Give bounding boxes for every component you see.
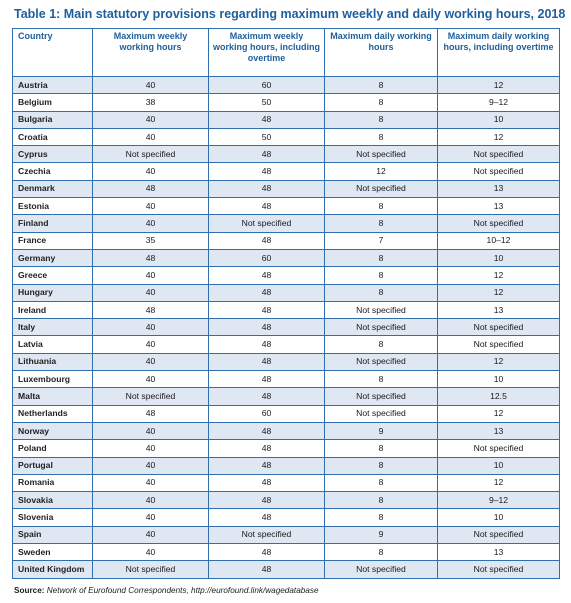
- cell-max-daily: 8: [325, 440, 438, 457]
- table-row: [13, 336, 560, 353]
- cell-max-daily-overtime: Not specified: [438, 440, 560, 457]
- cell-country: Malta: [13, 388, 93, 405]
- table-row: [13, 284, 560, 301]
- cell-country: Lithuania: [13, 353, 93, 370]
- cell-max-weekly-overtime: 48: [209, 198, 325, 215]
- table-row: [13, 319, 560, 336]
- cell-max-daily: 8: [325, 371, 438, 388]
- table-row: [13, 440, 560, 457]
- cell-max-weekly: 48: [93, 180, 209, 197]
- cell-max-daily-overtime: 12: [438, 77, 560, 94]
- cell-max-weekly: 40: [93, 215, 209, 232]
- cell-max-daily: Not specified: [325, 388, 438, 405]
- cell-max-daily-overtime: Not specified: [438, 336, 560, 353]
- cell-country: Italy: [13, 319, 93, 336]
- source-note: [14, 586, 319, 595]
- cell-max-daily: 7: [325, 232, 438, 249]
- cell-max-daily: 8: [325, 267, 438, 284]
- cell-max-weekly-overtime: 48: [209, 474, 325, 491]
- cell-country: Slovakia: [13, 492, 93, 509]
- cell-max-daily-overtime: 12: [438, 353, 560, 370]
- cell-max-daily: 8: [325, 128, 438, 145]
- cell-max-weekly: 40: [93, 111, 209, 128]
- table-row: [13, 128, 560, 145]
- cell-max-weekly: 40: [93, 198, 209, 215]
- cell-max-weekly-overtime: 48: [209, 163, 325, 180]
- header-max-daily-overtime: Maximum daily working hours, including overtime: [438, 29, 560, 77]
- cell-max-daily: 8: [325, 94, 438, 111]
- table-row: [13, 180, 560, 197]
- cell-max-weekly-overtime: 48: [209, 492, 325, 509]
- cell-max-daily-overtime: 10: [438, 249, 560, 266]
- cell-max-weekly-overtime: 48: [209, 336, 325, 353]
- table-row: [13, 232, 560, 249]
- cell-max-daily: 12: [325, 163, 438, 180]
- cell-country: Romania: [13, 474, 93, 491]
- cell-max-weekly-overtime: Not specified: [209, 215, 325, 232]
- table-row: [13, 509, 560, 526]
- cell-max-weekly: 40: [93, 492, 209, 509]
- cell-max-daily-overtime: 12: [438, 128, 560, 145]
- cell-max-weekly-overtime: 48: [209, 146, 325, 163]
- header-country: Country: [13, 29, 93, 77]
- cell-max-daily: 8: [325, 509, 438, 526]
- table-row: [13, 405, 560, 422]
- cell-max-daily: Not specified: [325, 301, 438, 318]
- table-row: [13, 215, 560, 232]
- cell-max-daily-overtime: 10: [438, 457, 560, 474]
- cell-country: France: [13, 232, 93, 249]
- cell-max-weekly: 35: [93, 232, 209, 249]
- cell-max-weekly-overtime: 48: [209, 267, 325, 284]
- cell-max-weekly-overtime: 48: [209, 388, 325, 405]
- cell-country: Sweden: [13, 544, 93, 561]
- cell-country: Cyprus: [13, 146, 93, 163]
- cell-max-daily: 8: [325, 111, 438, 128]
- cell-max-weekly: 48: [93, 405, 209, 422]
- cell-max-daily-overtime: 10: [438, 371, 560, 388]
- table-header-row: [13, 29, 560, 77]
- cell-max-weekly: 40: [93, 319, 209, 336]
- cell-max-daily: 8: [325, 249, 438, 266]
- cell-country: Denmark: [13, 180, 93, 197]
- table-row: [13, 111, 560, 128]
- cell-max-daily-overtime: 12: [438, 474, 560, 491]
- cell-max-daily: 8: [325, 457, 438, 474]
- cell-max-daily: 8: [325, 198, 438, 215]
- cell-country: United Kingdom: [13, 561, 93, 578]
- table-row: [13, 388, 560, 405]
- cell-max-daily-overtime: Not specified: [438, 146, 560, 163]
- cell-max-daily-overtime: Not specified: [438, 319, 560, 336]
- cell-country: Luxembourg: [13, 371, 93, 388]
- cell-max-weekly-overtime: 48: [209, 371, 325, 388]
- cell-max-daily-overtime: 13: [438, 180, 560, 197]
- cell-max-weekly-overtime: 48: [209, 440, 325, 457]
- source-label: Source:: [14, 586, 45, 595]
- cell-country: Croatia: [13, 128, 93, 145]
- cell-country: Finland: [13, 215, 93, 232]
- table-row: [13, 94, 560, 111]
- cell-max-daily: 8: [325, 77, 438, 94]
- cell-max-daily-overtime: 9–12: [438, 492, 560, 509]
- cell-max-weekly-overtime: 48: [209, 509, 325, 526]
- cell-max-daily-overtime: Not specified: [438, 561, 560, 578]
- cell-max-weekly: Not specified: [93, 388, 209, 405]
- cell-max-weekly: 40: [93, 474, 209, 491]
- cell-max-weekly-overtime: 60: [209, 405, 325, 422]
- cell-max-weekly: 40: [93, 77, 209, 94]
- cell-max-weekly: 40: [93, 336, 209, 353]
- cell-max-weekly: 40: [93, 526, 209, 543]
- cell-max-daily: Not specified: [325, 561, 438, 578]
- cell-max-weekly: 40: [93, 544, 209, 561]
- table-row: [13, 249, 560, 266]
- cell-max-weekly-overtime: 60: [209, 249, 325, 266]
- cell-country: Spain: [13, 526, 93, 543]
- table-row: [13, 526, 560, 543]
- cell-max-daily: Not specified: [325, 146, 438, 163]
- cell-max-daily-overtime: 13: [438, 422, 560, 439]
- cell-max-weekly-overtime: 48: [209, 232, 325, 249]
- table-row: [13, 77, 560, 94]
- cell-max-daily-overtime: 13: [438, 198, 560, 215]
- cell-max-weekly: 40: [93, 163, 209, 180]
- cell-max-daily-overtime: Not specified: [438, 163, 560, 180]
- cell-country: Hungary: [13, 284, 93, 301]
- cell-max-weekly-overtime: 48: [209, 422, 325, 439]
- cell-max-weekly: Not specified: [93, 561, 209, 578]
- cell-max-daily-overtime: 9–12: [438, 94, 560, 111]
- cell-max-daily-overtime: 10: [438, 111, 560, 128]
- table-body: [13, 77, 560, 579]
- cell-max-daily: 8: [325, 492, 438, 509]
- cell-country: Ireland: [13, 301, 93, 318]
- cell-max-daily: 8: [325, 284, 438, 301]
- header-max-weekly-overtime: Maximum weekly working hours, including overtime: [209, 29, 325, 77]
- cell-max-weekly-overtime: 48: [209, 319, 325, 336]
- cell-country: Belgium: [13, 94, 93, 111]
- working-hours-table: [12, 28, 560, 579]
- cell-max-weekly-overtime: 48: [209, 353, 325, 370]
- cell-max-weekly-overtime: 48: [209, 180, 325, 197]
- cell-max-daily: Not specified: [325, 319, 438, 336]
- cell-max-daily-overtime: Not specified: [438, 215, 560, 232]
- source-link[interactable]: http://eurofound.link/wagedatabase: [191, 586, 319, 595]
- cell-max-weekly: 48: [93, 249, 209, 266]
- cell-max-daily-overtime: 12.5: [438, 388, 560, 405]
- cell-country: Netherlands: [13, 405, 93, 422]
- cell-max-weekly-overtime: 50: [209, 128, 325, 145]
- cell-max-daily-overtime: Not specified: [438, 526, 560, 543]
- header-max-daily: Maximum daily working hours: [325, 29, 438, 77]
- cell-max-daily: 9: [325, 422, 438, 439]
- cell-max-weekly-overtime: 48: [209, 457, 325, 474]
- cell-max-daily: Not specified: [325, 353, 438, 370]
- table-row: [13, 301, 560, 318]
- table-row: [13, 422, 560, 439]
- cell-max-weekly: 40: [93, 267, 209, 284]
- cell-max-weekly: 40: [93, 457, 209, 474]
- header-max-weekly: Maximum weekly working hours: [93, 29, 209, 77]
- cell-country: Czechia: [13, 163, 93, 180]
- cell-max-weekly: 40: [93, 284, 209, 301]
- cell-max-daily: 8: [325, 544, 438, 561]
- cell-max-weekly-overtime: 60: [209, 77, 325, 94]
- cell-max-weekly: 40: [93, 353, 209, 370]
- cell-max-weekly-overtime: 48: [209, 544, 325, 561]
- table-row: [13, 544, 560, 561]
- cell-max-weekly-overtime: 48: [209, 561, 325, 578]
- table-row: [13, 353, 560, 370]
- table-row: [13, 474, 560, 491]
- table-row: [13, 163, 560, 180]
- table-row: [13, 492, 560, 509]
- cell-country: Norway: [13, 422, 93, 439]
- cell-max-daily: Not specified: [325, 180, 438, 197]
- cell-max-weekly: Not specified: [93, 146, 209, 163]
- cell-max-weekly: 48: [93, 301, 209, 318]
- cell-max-weekly: 40: [93, 371, 209, 388]
- table-row: [13, 267, 560, 284]
- cell-country: Greece: [13, 267, 93, 284]
- cell-max-weekly: 40: [93, 509, 209, 526]
- cell-country: Slovenia: [13, 509, 93, 526]
- cell-max-daily: 8: [325, 474, 438, 491]
- cell-max-daily-overtime: 12: [438, 284, 560, 301]
- cell-max-weekly: 40: [93, 128, 209, 145]
- cell-country: Portugal: [13, 457, 93, 474]
- cell-max-daily-overtime: 10–12: [438, 232, 560, 249]
- cell-max-weekly-overtime: 48: [209, 111, 325, 128]
- table-row: [13, 146, 560, 163]
- cell-max-daily: 8: [325, 215, 438, 232]
- cell-max-weekly: 38: [93, 94, 209, 111]
- table-row: [13, 457, 560, 474]
- source-text: Network of Eurofound Correspondents,: [46, 586, 192, 595]
- cell-max-daily-overtime: 13: [438, 301, 560, 318]
- cell-max-daily-overtime: 10: [438, 509, 560, 526]
- cell-max-daily-overtime: 13: [438, 544, 560, 561]
- cell-country: Germany: [13, 249, 93, 266]
- cell-max-weekly-overtime: 50: [209, 94, 325, 111]
- table-row: [13, 198, 560, 215]
- cell-max-weekly-overtime: Not specified: [209, 526, 325, 543]
- table-row: [13, 561, 560, 578]
- cell-max-daily-overtime: 12: [438, 405, 560, 422]
- table-title: Table 1: Main statutory provisions regarding maximum weekly and daily working hours, 2018: [14, 7, 566, 21]
- table-row: [13, 371, 560, 388]
- cell-country: Bulgaria: [13, 111, 93, 128]
- cell-country: Estonia: [13, 198, 93, 215]
- cell-max-daily: 8: [325, 336, 438, 353]
- cell-country: Poland: [13, 440, 93, 457]
- cell-max-weekly-overtime: 48: [209, 284, 325, 301]
- cell-max-weekly-overtime: 48: [209, 301, 325, 318]
- cell-max-daily: Not specified: [325, 405, 438, 422]
- cell-max-weekly: 40: [93, 440, 209, 457]
- cell-country: Austria: [13, 77, 93, 94]
- cell-country: Latvia: [13, 336, 93, 353]
- cell-max-weekly: 40: [93, 422, 209, 439]
- cell-max-daily-overtime: 12: [438, 267, 560, 284]
- cell-max-daily: 9: [325, 526, 438, 543]
